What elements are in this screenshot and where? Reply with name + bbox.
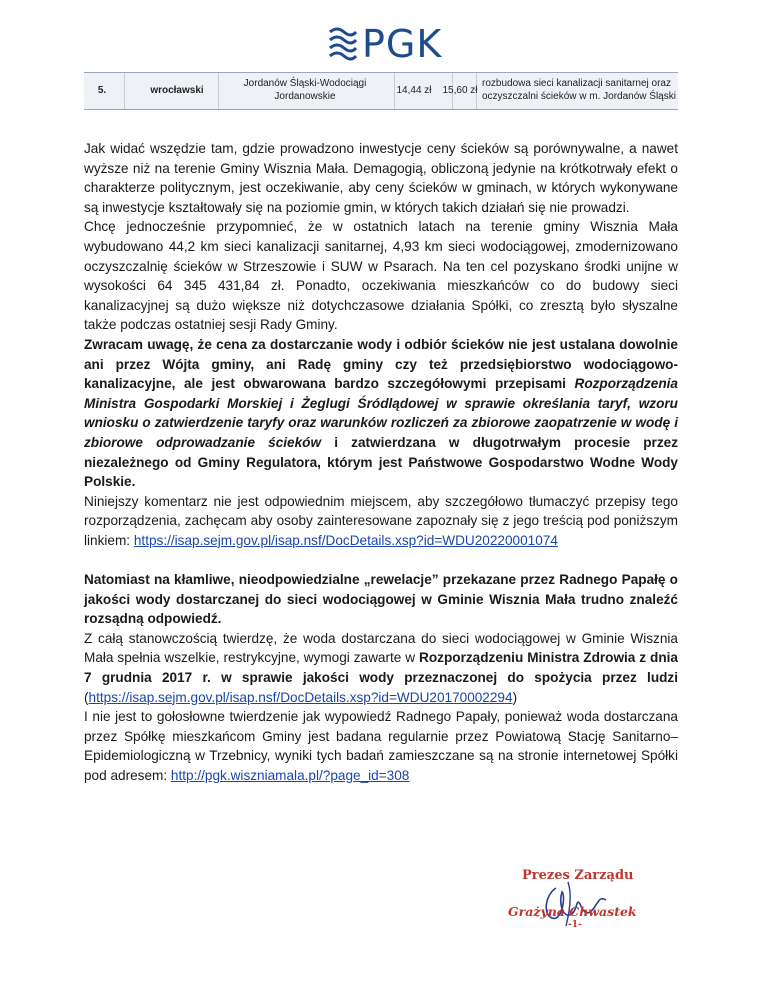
row-number: 5. bbox=[97, 85, 107, 96]
pgk-logo bbox=[328, 20, 448, 68]
regulation-bold-text: Zwracam uwagę, że cena za dostarczanie wody i odbiór ścieków nie jest ustalana dowolnie ani przez Wójta gminy, ani Radę gminy czy też przedsiębiorstwo wodociągowo-kanalizacyjne, ale jest obwarowana bardzo szczegółowymi przepisami bbox=[84, 336, 678, 392]
paragraph-gap bbox=[84, 550, 678, 570]
regulation-bold-text-end: i zatwierdzana w długotrwałym procesie przez niezależnego od Gminy Regulatora, którym jest Państwowe Gospodarstwo Wodne Wody Polskie. bbox=[84, 434, 678, 490]
price-table-row bbox=[84, 72, 678, 110]
paragraph-prices: Jak widać wszędzie tam, gdzie prowadzono inwestycje ceny ścieków są porównywalne, a nawet wyższe niż na terenie Gminy Wisznia Mała. Demagogią, obliczoną jedynie na krótkotrwały efekt o charakterze politycznym, jest oczekiwanie, aby ceny ścieków w gminach, w których wykonywane są inwestycje kształtowały się na poziomie gmin, w których takich działań się nie prowadzi. bbox=[84, 141, 678, 215]
testing-text: I nie jest to gołosłowne twierdzenie jak wypowiedź Radnego Papały, ponieważ woda dostarczana przez Spółkę mieszkańcom Gminy jest badana regularnie przez Powiatową Stację Sanitarno–Epidemiologiczną w Trzebnicy, wyniki tych badań zamieszczane są na stronie internetowej Spółki pod adresem: bbox=[84, 709, 678, 783]
regulation-title: Rozporządzenia Ministra Gospodarki Morskiej i Żeglugi Śródlądowej w sprawie określania taryf, wzoru wniosku o zatwierdzenie taryfy oraz warunków rozliczeń za zbiorowe zaopatrzenie w wodę i zbiorowe odprowadzanie ścieków bbox=[84, 376, 678, 450]
paren-open: ( bbox=[84, 689, 89, 705]
paragraph-investments: Chcę jednocześnie przypomnieć, że w ostatnich latach na terenie gminy Wisznia Mała wybudowano 44,2 km sieci kanalizacji sanitarnej, 4,93 km sieci wodociągowej, zmodernizowano oczyszczalnię ścieków w Strzeszowie i SUW w Psarach. Na ten cel pozyskano środki unijne w wysokości 64 345 431,84 zł. Ponadto, oczekiwania mieszkańców co do budowy sieci kanalizacyjnej są dużo większe niż dotychczasowe działania Spółki, co zresztą było słyszalne także podczas ostatniej sesji Rady Gminy. bbox=[84, 219, 678, 333]
link-intro-text: Niniejszy komentarz nie jest odpowiednim miejscem, aby szczegółowo tłumaczyć przepisy tego rozporządzenia, zachęcam aby osoby zainteresowane zapoznały się z jego treścią pod poniższym linkiem: bbox=[84, 493, 678, 548]
paragraph-regulation bbox=[84, 335, 678, 492]
logo-text: PGK bbox=[362, 22, 443, 66]
regulation-link[interactable]: https://isap.sejm.gov.pl/isap.nsf/DocDetails.xsp?id=WDU20220001074 bbox=[133, 532, 558, 548]
company-website-link[interactable]: http://pgk.wiszniamala.pl/?page_id=308 bbox=[170, 768, 410, 783]
signature-role: Prezes Zarządu bbox=[522, 868, 634, 883]
paragraph-water-standards bbox=[84, 629, 678, 707]
water-standards-text: Z całą stanowczością twierdzę, że woda dostarczana do sieci wodociągowej w Gminie Wisznia Mała spełnia wszelkie, restrykcyjne, wymogi zawarte w bbox=[84, 630, 678, 666]
paragraph-water-quality-heading bbox=[84, 570, 678, 629]
letter-body bbox=[84, 139, 678, 786]
water-quality-bold-text: Natomiast na kłamliwe, nieodpowiedzialne „rewelacje” przekazane przez Radnego Papałę o jakości wody dostarczanej do sieci wodociągowej w Gminie Wisznia Mała trudno znaleźć rozsądną odpowiedź. bbox=[84, 572, 678, 627]
row-price-2: 15,60 zł bbox=[442, 85, 478, 96]
paragraph-link-intro bbox=[84, 492, 678, 551]
table-divider bbox=[218, 73, 219, 109]
row-municipality: Jordanów Śląski-Wodociągi Jordanowskie bbox=[243, 78, 367, 102]
row-district: wrocławski bbox=[150, 85, 204, 96]
row-investment: rozbudowa sieci kanalizacji sanitarnej oraz oczyszczalni ścieków w m. Jordanów Śląski bbox=[482, 78, 676, 102]
signature-stamp bbox=[508, 868, 648, 948]
paragraph-testing bbox=[84, 707, 678, 785]
signature-name: Grażyna Chwastek bbox=[508, 904, 637, 919]
table-divider bbox=[124, 73, 125, 109]
paren-close: ) bbox=[512, 689, 518, 705]
waves-logo-icon bbox=[328, 22, 358, 66]
page-number: -1- bbox=[568, 920, 582, 930]
health-regulation-link[interactable]: https://isap.sejm.gov.pl/isap.nsf/DocDetails.xsp?id=WDU20170002294 bbox=[88, 689, 513, 705]
row-price-1: 14,44 zł bbox=[396, 85, 432, 96]
health-regulation-title: Rozporządzeniu Ministra Zdrowia z dnia 7 grudnia 2017 r. w sprawie jakości wody przeznaczonej do spożycia przez ludzi bbox=[84, 650, 678, 686]
